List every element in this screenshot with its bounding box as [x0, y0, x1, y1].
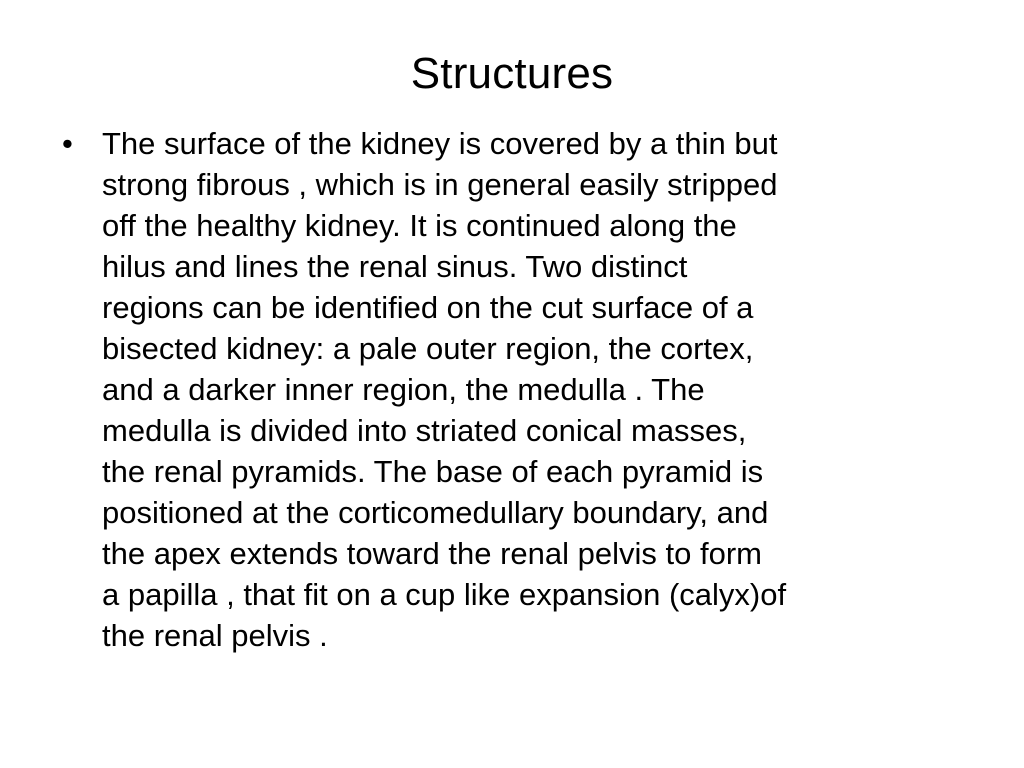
slide-title: Structures [410, 49, 614, 98]
bullet-text-line: the renal pyramids. The base of each pyramid is [102, 454, 764, 489]
bullet-text-line: a papilla , that fit on a cup like expansion (calyx)of [102, 577, 787, 612]
bullet-text-line: the apex extends toward the renal pelvis to form [102, 536, 762, 571]
bullet-text-line: and a darker inner region, the medulla . The [102, 372, 705, 407]
bullet-text-line: positioned at the corticomedullary boundary, and [102, 495, 769, 530]
bullet-text-line: bisected kidney: a pale outer region, the cortex, [102, 331, 754, 366]
bullet-dot-icon: • [62, 126, 73, 161]
bullet-text-line: hilus and lines the renal sinus. Two distinct [102, 249, 688, 284]
bullet-text [102, 123, 982, 656]
bullet-text-line: strong fibrous , which is in general easily stripped [102, 167, 778, 202]
bullet-list [62, 123, 982, 656]
bullet-text-line: off the healthy kidney. It is continued along the [102, 208, 737, 243]
bullet-text-line: medulla is divided into striated conical masses, [102, 413, 747, 448]
bullet-text-line: The surface of the kidney is covered by a thin but [102, 126, 778, 161]
bullet-text-line: the renal pelvis . [102, 618, 328, 653]
bullet-item [62, 123, 982, 656]
bullet-text-line: regions can be identified on the cut surface of a [102, 290, 754, 325]
